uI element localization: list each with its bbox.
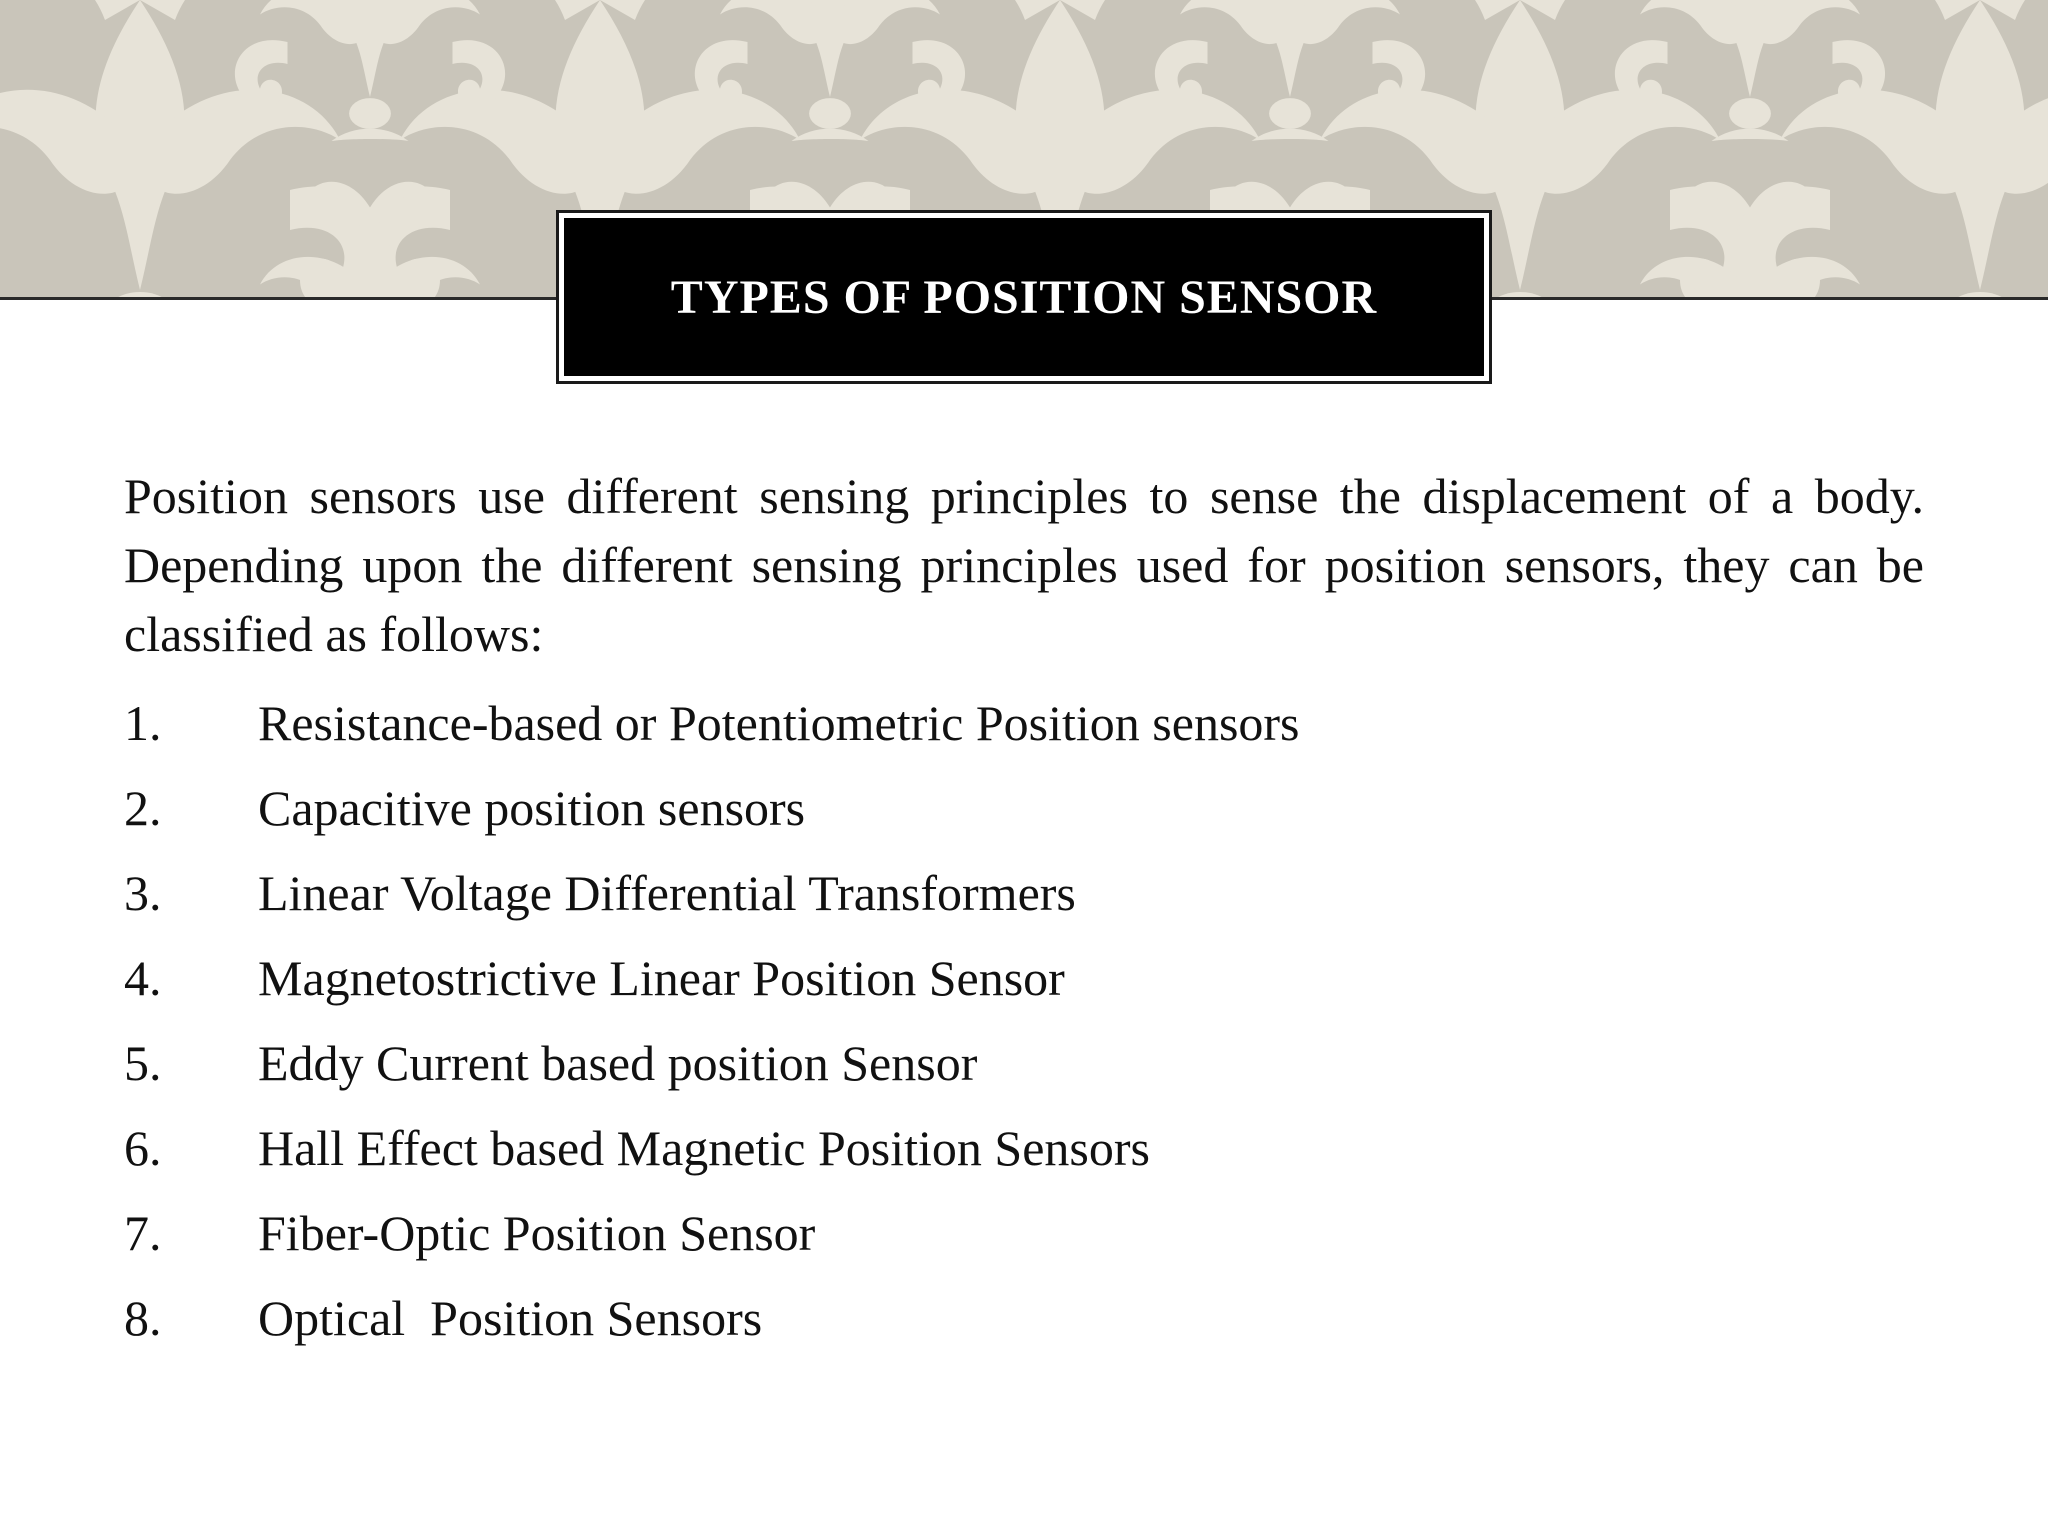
list-item-label: Resistance-based or Potentiometric Position sensors [258, 695, 1300, 751]
list-item-label: Linear Voltage Differential Transformers [258, 865, 1076, 921]
list-item-label: Fiber-Optic Position Sensor [258, 1205, 816, 1261]
list-item [124, 1191, 1924, 1276]
list-item-number: 5. [124, 1035, 162, 1091]
list-item-label: Eddy Current based position Sensor [258, 1035, 978, 1091]
list-item [124, 936, 1924, 1021]
list-item [124, 1106, 1924, 1191]
list-item-number: 1. [124, 695, 162, 751]
list-item-number: 2. [124, 780, 162, 836]
list-item-number: 3. [124, 865, 162, 921]
list-item-label: Capacitive position sensors [258, 780, 806, 836]
title-panel [564, 218, 1484, 376]
list-item-label: Magnetostrictive Linear Position Sensor [258, 950, 1065, 1006]
list-item-number: 4. [124, 950, 162, 1006]
list-item-label: Hall Effect based Magnetic Position Sensors [258, 1120, 1150, 1176]
sensor-type-list [124, 681, 1924, 1361]
list-item [124, 1021, 1924, 1106]
list-item [124, 766, 1924, 851]
title-box [556, 210, 1492, 384]
list-item-number: 6. [124, 1120, 162, 1176]
list-item-label: Optical Position Sensors [258, 1290, 763, 1346]
slide-title: TYPES OF POSITION SENSOR [670, 270, 1378, 324]
list-item-number: 8. [124, 1290, 162, 1346]
list-item-number: 7. [124, 1205, 162, 1261]
list-item [124, 681, 1924, 766]
list-item [124, 851, 1924, 936]
intro-paragraph: Position sensors use different sensing principles to sense the displacement of a body. Depending upon the different sensing principles used for position sensors, they can be classified as follows: [124, 468, 1924, 662]
list-item [124, 1276, 1924, 1361]
slide-body [124, 462, 1924, 1361]
